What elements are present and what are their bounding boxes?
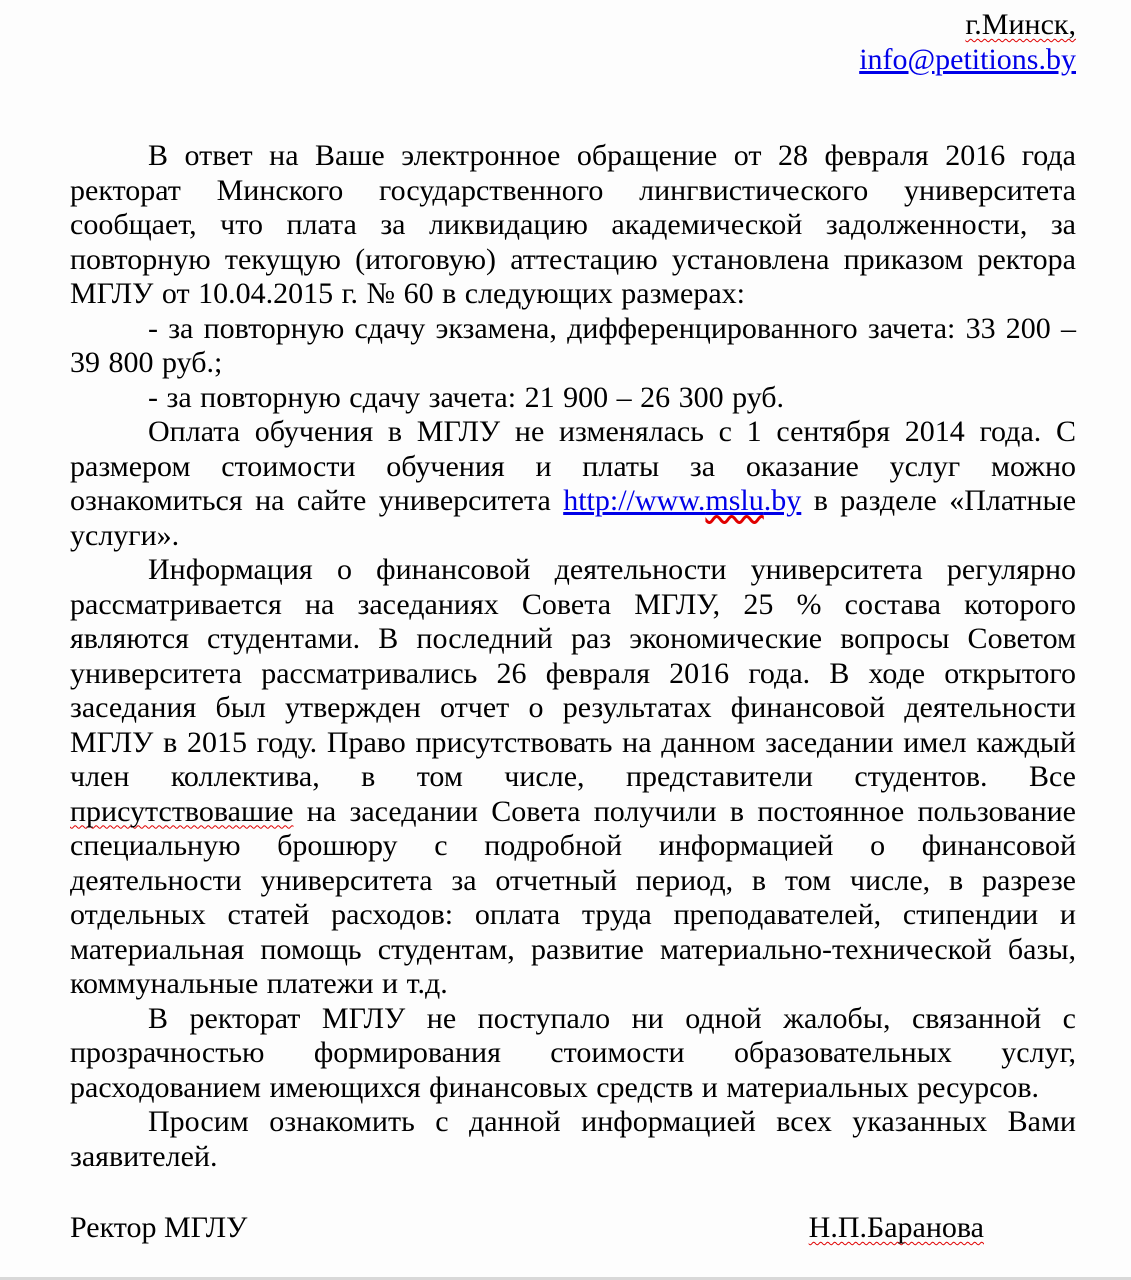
- paragraph-finance-info: [70, 553, 1076, 1002]
- city-line: [70, 8, 1076, 43]
- paragraph-complaints-text: В ректорат МГЛУ не поступало ни одной жалобы, связанной с прозрачностью формирования стоимости образовательных услуг, расходованием имеющихся финансовых средств и материальных ресурсов.: [70, 1001, 1076, 1104]
- paragraph-complaints: [70, 1002, 1076, 1106]
- mslu-link-text-pre: http://www.: [563, 484, 706, 517]
- paragraph-tuition-text-after: в разделе «Платные услуги».: [70, 484, 1077, 552]
- list-item-exam-fee: [70, 312, 1076, 381]
- email-link[interactable]: info@petitions.by: [859, 42, 1076, 76]
- list-item-exam-fee-text: - за повторную сдачу экзамена, дифференцированного зачета: 33 200 – 39 800 руб.;: [70, 311, 1076, 379]
- paragraph-finance-text-before: Информация о финансовой деятельности университета регулярно рассматривается на заседаниях Совета МГЛУ, 25 % состава которого являются студентами. В последний раз экономические вопросы Советом университета рассматривались 26 февраля 2016 года. В ходе открытого заседания был утвержден отчет о результатах финансовой деятельности МГЛУ в 2015 году. Право присутствовать на данном заседании имел каждый член коллектива, в том числе, представители студентов. Все: [70, 553, 1076, 793]
- city-label: г.Минск,: [965, 8, 1076, 41]
- email-line: [70, 43, 1076, 78]
- letter-body: [70, 139, 1076, 1174]
- paragraph-request-text: Просим ознакомить с данной информацией всех указанных Вами заявителей.: [70, 1105, 1076, 1173]
- misspelled-word: присутствовашие: [70, 794, 294, 828]
- paragraph-finance-text-after: на заседании Совета получили в постоянное пользование специальную брошюру с подробной информацией о финансовой деятельности университета за отчетный период, в том числе, в разрезе отдельных статей расходов: оплата труда преподавателей, стипендии и материальная помощь студентам, развитие материально-технической базы, коммунальные платежи и т.д.: [70, 794, 1076, 1000]
- paragraph-intro: [70, 139, 1076, 312]
- mslu-link-text-misspelled: mslu: [705, 484, 764, 517]
- signature-row: [70, 1211, 1076, 1246]
- signature-name: Н.П.Баранова: [808, 1211, 984, 1244]
- paragraph-intro-text: В ответ на Ваше электронное обращение от 28 февраля 2016 года ректорат Минского государственного лингвистического университета сообщает, что плата за ликвидацию академической задолженности, за повторную текущую (итоговую) аттестацию установлена приказом ректора МГЛУ от 10.04.2015 г. № 60 в следующих размерах:: [70, 139, 1076, 310]
- letter-header: [70, 8, 1076, 77]
- paragraph-tuition: [70, 415, 1076, 553]
- signature-title: Ректор МГЛУ: [70, 1211, 248, 1244]
- paragraph-request: [70, 1105, 1076, 1174]
- list-item-test-fee: [70, 381, 1076, 416]
- mslu-link[interactable]: [563, 484, 801, 517]
- paragraph-tuition-text-before: Оплата обучения в МГЛУ не изменялась с 1 сентября 2014 года. С размером стоимости обучения и платы за оказание услуг можно ознакомиться на сайте университета: [70, 415, 1076, 517]
- mslu-link-text-post: .by: [763, 484, 802, 517]
- list-item-test-fee-text: - за повторную сдачу зачета: 21 900 – 26 300 руб.: [148, 380, 785, 414]
